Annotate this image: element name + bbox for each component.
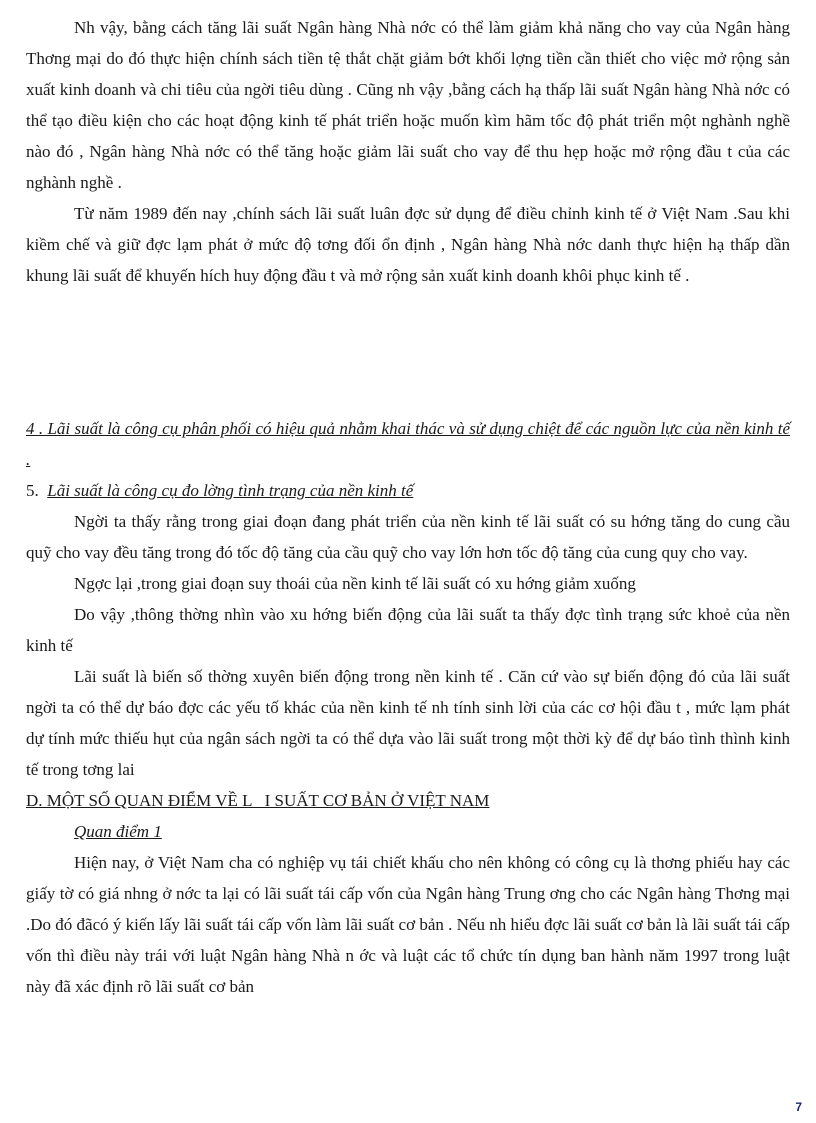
blank-space xyxy=(26,291,790,413)
subheading-quan-diem-1: Quan điểm 1 xyxy=(74,822,162,841)
section-d-heading: D. MỘT SỐ QUAN ĐIỂM VỀ L I SUẤT CƠ BẢN Ở VIỆT NAM xyxy=(26,791,490,810)
paragraph: Lãi suất là biến số thờng xuyên biến động trong nền kinh tế . Căn cứ vào sự biến động đó của lãi suất ngời ta có thể dự báo đợc các yếu tố khác của nền kinh tế nh tính sinh lời của các cơ hội đầu t , mức lạm phát dự tính mức thiếu hụt của ngân sách ngời ta có thể dựa vào lãi suất trong một thời kỳ để dự báo tình thình kinh tế trong tơng lai xyxy=(26,667,790,779)
heading-5-number: 5. xyxy=(26,481,39,500)
heading-4: 4 . Lãi suất là công cụ phân phối có hiệu quả nhằm khai thác và sử dụng chiệt để các nguồn lực của nền kinh tế . xyxy=(26,419,790,469)
heading-5-text: Lãi suất là công cụ đo lờng tình trạng của nền kinh tế xyxy=(47,481,414,500)
page-number: 7 xyxy=(795,1100,802,1114)
paragraph: Hiện nay, ở Việt Nam cha có nghiệp vụ tái chiết khấu cho nên không có công cụ là thơng phiếu hay các giấy tờ có giá nhng ở nớc ta lại có lãi suất tái cấp vốn của Ngân hàng Trung ơng cho các Ngân hàng Thơng mại .Do đó đãcó ý kiến lấy lãi suất tái cấp vốn làm lãi suất cơ bản . Nếu nh hiểu đợc lãi suất cơ bản là lãi suất tái cấp vốn thì điều này trái với luật Ngân hàng Nhà n ớc và luật các tổ chức tín dụng ban hành năm 1997 trong luật này đã xác định rõ lãi suất cơ bản xyxy=(26,853,790,996)
paragraph: Từ năm 1989 đến nay ,chính sách lãi suất luân đợc sử dụng để điều chỉnh kinh tế ở Việt Nam .Sau khi kiềm chế và giữ đợc lạm phát ở mức độ tơng đối ổn định , Ngân hàng Nhà nớc danh thực hiện hạ thấp dần khung lãi suất để khuyến hích huy động đầu t và mở rộng sản xuất kinh doanh khôi phục kinh tế . xyxy=(26,204,790,285)
document-page xyxy=(26,12,790,1002)
paragraph: Do vậy ,thông thờng nhìn vào xu hớng biến động của lãi suất ta thấy đợc tình trạng sức khoẻ của nền kinh tế xyxy=(26,605,790,655)
paragraph: Nh vậy, bằng cách tăng lãi suất Ngân hàng Nhà nớc có thể làm giảm khả năng cho vay của Ngân hàng Thơng mại do đó thực hiện chính sách tiền tệ thắt chặt giảm bớt khối lợng tiền cần thiết cho việc mở rộng sản xuất kinh doanh và chi tiêu của ngời tiêu dùng . Cũng nh vậy ,bằng cách hạ thấp lãi suất Ngân hàng Nhà nớc có thể tạo điều kiện cho các hoạt động kinh tế phát triển hoặc muốn kìm hãm tốc độ phát triển một nghành nghề nào đó , Ngân hàng Nhà nớc có thể tăng hoặc giảm lãi suất cho vay để thu hẹp hoặc mở rộng đầu t của các nghành nghề . xyxy=(26,18,790,192)
heading-5 xyxy=(26,475,790,506)
paragraph: Ngời ta thấy rằng trong giai đoạn đang phát triển của nền kinh tế lãi suất có su hớng tăng do cung cầu quỹ cho vay đều tăng trong đó tốc độ tăng của cầu quỹ cho vay lớn hơn tốc độ tăng của cung quy cho vay. xyxy=(26,512,790,562)
paragraph: Ngợc lại ,trong giai đoạn suy thoái của nền kinh tế lãi suất có xu hớng giảm xuống xyxy=(74,574,636,593)
